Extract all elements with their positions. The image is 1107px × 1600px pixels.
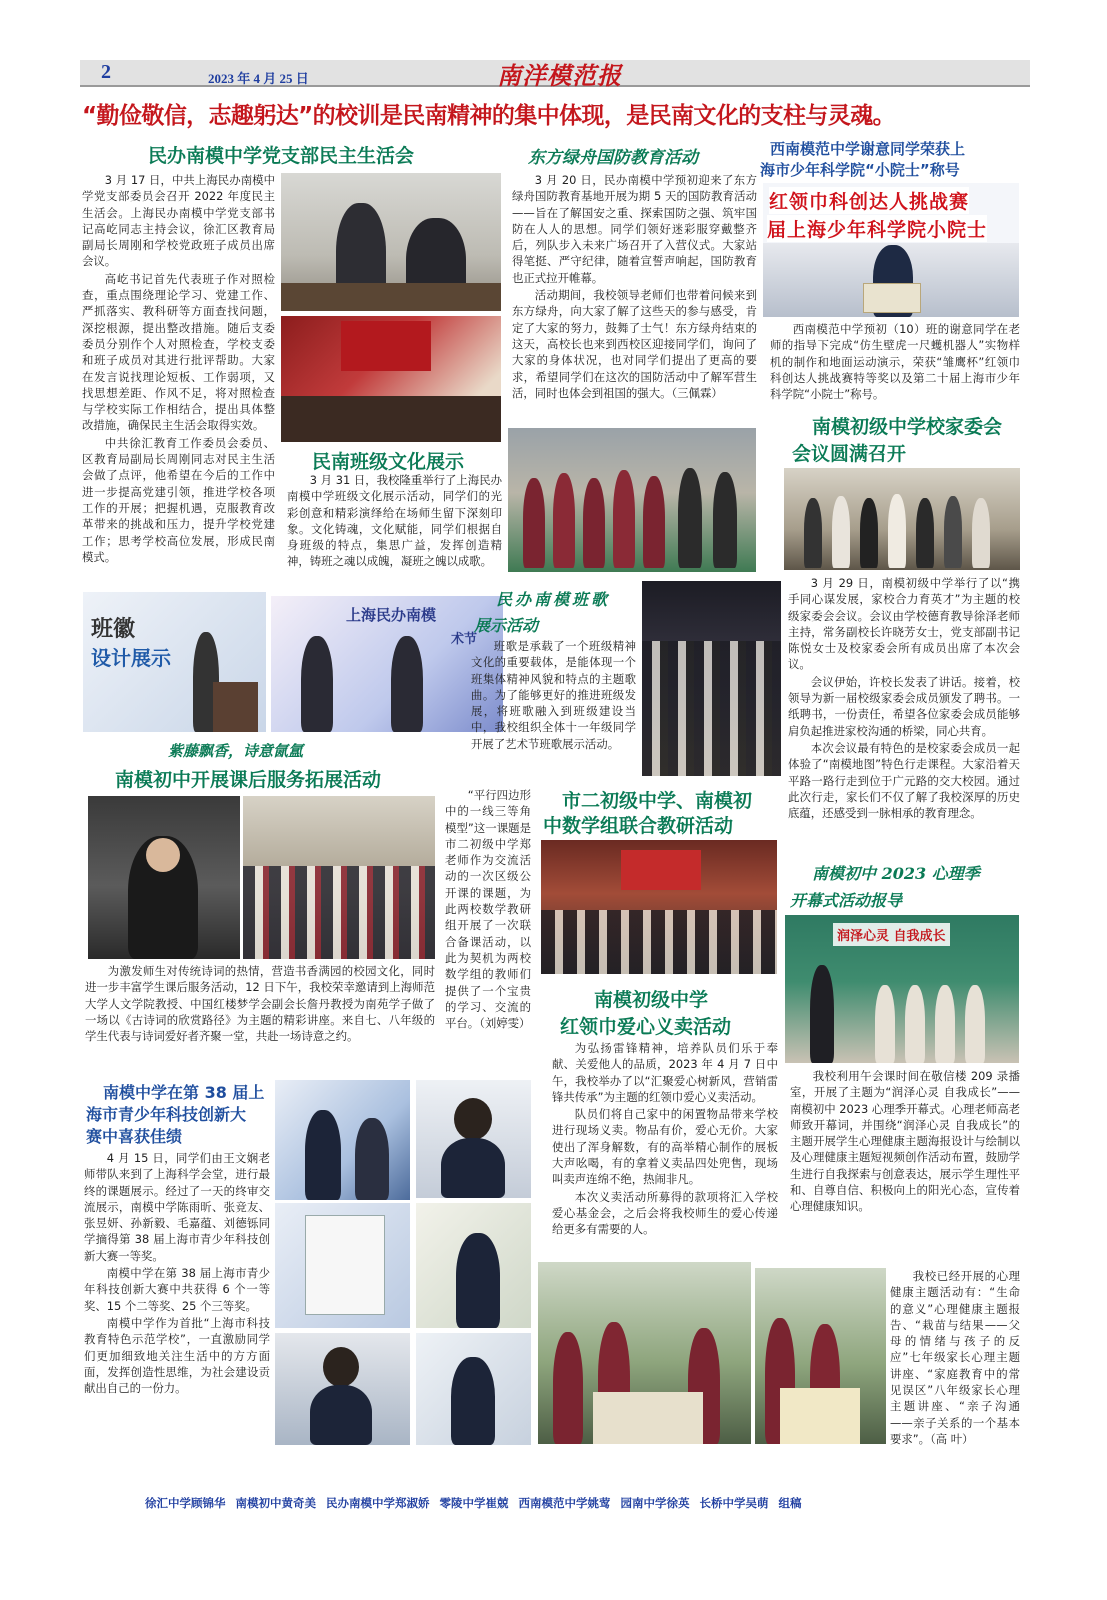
math-headline-line1: 市二初级中学、南模初	[562, 790, 753, 812]
paragraph: 活动期间，我校领导老师们也带着问候来到东方绿舟，向大家了解了这些天的参与感受，肯定了大家的努力，鼓舞了士气！东方绿舟结束的这天，高校长也来到西校区迎接同学们，询问了大家的身体状况，也对同学们提出了更高的要求，希望同学们在这次的国防活动中了解军营生活，同时也体会到祖国的强大。（三佩霖）	[512, 288, 757, 400]
math-side-text	[445, 787, 531, 1067]
parents-article-body	[788, 575, 1020, 853]
arts-sign-line1: 上海民办南模	[346, 606, 437, 624]
science-photo-poster	[275, 1203, 410, 1328]
paragraph: 3 月 20 日，民办南模中学预初迎来了东方绿舟国防教育基地开展为期 5 天的国防教育活动——旨在了解国安之重、探索国防之强、筑牢国防在人人的思想。同学们领好迷彩服穿戴整齐后，列队步入未来广场召开了入营仪式。大家站得笔挺、严守纪律，随着宣誓声响起，国防教育也正式拉开帷幕。	[512, 173, 757, 285]
class-culture-headline: 民南班级文化展示	[312, 451, 465, 473]
paragraph: 高屹书记首先代表班子作对照检查，重点围绕理论学习、党建工作、严抓落实、教科研等方面查找问题，深挖根源，提出整改措施。随后支委委员分别作个人对照检查，学校支委和班子成员对其进行批评帮助。大家在发言说找理论短板、工作弱项，又找思想差距、作风不足，将对照检查与学校实际工作相结合，提出具体整改措施，确保民主生活会取得实效。	[82, 271, 275, 433]
paragraph: 我校已经开展的心理健康主题活动有：“生命的意义”心理健康主题报告、“栽苗与结果——父母的情绪与孩子的反应”七年级家长心理主题讲座、“家庭教育中的常见误区”八年级家长心理主题讲座、“亲子沟通——亲子关系的一个基本要求”。（高 叶）	[890, 1269, 1020, 1446]
parents-headline-line1: 南模初级中学校家委会	[812, 416, 1003, 438]
paragraph: 南模中学作为首批“上海市科技教育特色示范学校”，一直激励同学们更加细致地关注生活中的方方面面，发挥创造性思维，为社会建设贡献出自己的一份力。	[84, 1315, 270, 1396]
science-photo-student-3	[275, 1333, 410, 1445]
psych-article-body-2	[890, 1268, 1020, 1448]
charity-article-body	[552, 1040, 778, 1255]
xie-article-body	[770, 321, 1020, 411]
class-emblem-photo	[83, 592, 266, 732]
defense-headline: 东方绿舟国防教育活动	[528, 148, 698, 168]
newspaper-logo: 南洋模范报	[497, 61, 622, 90]
paragraph: 3 月 29 日，南模初级中学举行了以“携手同心谋发展，家校合力育英才”为主题的校级家委会会议。会议由学校德育教导徐泽老师主持，常务副校长许晓芳女士，党支部副书记陈悦女士及校家委会所有成员出席了本次会议。	[788, 576, 1020, 672]
charity-sale-photo-2	[755, 1268, 886, 1444]
charity-sale-photo-1	[538, 1262, 751, 1444]
math-headline-line2: 中数学组联合教研活动	[543, 815, 734, 837]
party-headline: 民办南模中学党支部民主生活会	[148, 145, 415, 167]
psych-article-body-1	[790, 1068, 1020, 1268]
charity-headline-line1: 南模初级中学	[594, 989, 709, 1011]
xie-headline-line1: 西南模范中学谢意同学荣获上	[770, 140, 966, 158]
paragraph: 为激发师生对传统诗词的热情，营造书香满园的校园文化，同时进一步丰富学生课后服务活动，12 日下午，我校荣幸邀请到上海师范大学人文学院教授、中国红楼梦学会副会长詹丹教授为南苑学子做了一场以《古诗词的欣赏路径》为主题的精彩讲座。来自七、八年级的学生代表与诗词爱好者齐聚一堂，共赴一场诗意之约。	[85, 964, 435, 1044]
party-article-body	[82, 172, 275, 572]
arts-sign-line2: 术节	[451, 632, 478, 647]
science-article-body	[84, 1150, 270, 1450]
defense-article-body	[512, 172, 757, 424]
math-meeting-photo	[541, 840, 777, 974]
paragraph: 本次义卖活动所募得的款项将汇入学校爱心基金会，之后会将我校师生的爱心传递给更多有需要的人。	[552, 1189, 778, 1237]
paragraph: 3 月 31 日，我校隆重举行了上海民办南模中学班级文化展示活动，同学们的光彩创意和精彩演绎给在场师生留下深刻印象。文化铸魂，文化赋能，同学们根据自身班级的特点，集思广益，发挥创造精神，铸班之魂以成魄，凝班之魄以成歌。	[287, 473, 502, 569]
editors-credit: 徐汇中学顾锦华 南模初中黄奇美 民办南模中学郑淑娇 零陵中学崔兢 西南模范中学姚莺 园南中学徐英 长桥中学吴萌 组稿	[145, 1496, 802, 1510]
parents-headline-line2: 会议圆满召开	[792, 443, 907, 465]
school-motto: “勤俭敬信，志趣躬达”的校训是民南精神的集中体现，是民南文化的支柱与灵魂。	[82, 103, 896, 129]
science-photo-student-2	[416, 1203, 531, 1328]
paragraph: 会议伊始，许校长发表了讲话。接着，校领导为新一届校级家委会成员颁发了聘书。一纸聘书，一份责任，希望各位家委会成员能够肩负起推进家校沟通的桥梁，同心共育。	[788, 674, 1020, 738]
award-banner-line1: 红领巾科创达人挑战赛	[769, 187, 969, 214]
class-songs-photo	[642, 581, 781, 776]
paragraph: 西南模范中学预初（10）班的谢意同学在老师的指导下完成“仿生壁虎一尺蠖机器人”实物样机的制作和地面运动演示，荣获“雏鹰杯”红领巾科创达人挑战赛特等奖以及第二十届上海市少年科学院“小院士”称号。	[770, 322, 1020, 402]
charity-headline-line2: 红领巾爱心义卖活动	[560, 1016, 732, 1038]
award-banner-line2: 届上海少年科学院小院士	[767, 215, 987, 242]
psych-opening-photo	[785, 915, 1019, 1063]
emblem-sign-line2: 设计展示	[91, 646, 171, 670]
arts-festival-photo	[271, 596, 503, 732]
defense-students-photo	[508, 428, 756, 572]
paragraph: 队员们将自己家中的闲置物品带来学校进行现场义卖。物品有价，爱心无价。大家使出了浑身解数，有的高举精心制作的展板大声吆喝，有的拿着义卖品四处兜售，现场叫卖声连绵不绝，热闹非凡。	[552, 1107, 778, 1187]
songs-article-body	[471, 638, 636, 773]
science-headline-line1: 南模中学在第 38 届上	[103, 1083, 265, 1102]
science-headline-line2: 海市青少年科技创新大	[86, 1105, 247, 1124]
psych-headline-line2: 开幕式活动报导	[790, 891, 903, 910]
paragraph: 本次会议最有特色的是校家委会成员一起体验了“南模地图”特色行走课程。大家沿着天平路一路行走到位于广元路的交大校园。通过此次行走，家长们不仅了解了我校深厚的历史底蕴，还感受到一脉相承的教育理念。	[788, 740, 1020, 821]
songs-headline-line1: 民办南模班歌	[496, 590, 611, 609]
science-photo-student-4	[416, 1333, 531, 1445]
lecture-audience-photo	[243, 796, 435, 959]
science-photo-student-1	[416, 1080, 531, 1198]
poetry-subtitle: 紫藤飘香，诗意氤氲	[168, 742, 304, 760]
page-number: 2	[101, 61, 111, 83]
party-meeting-photo	[281, 173, 501, 311]
paragraph: 南模中学在第 38 届上海市青少年科技创新大赛中共获得 6 个一等奖、15 个二等奖、25 个三等奖。	[84, 1266, 270, 1313]
paragraph: 班歌是承载了一个班级精神文化的重要载体，是能体现一个班集体精神风貌和特点的主题歌曲。为了能够更好的推进班级发展，将班歌融入到班级建设当中，我校组织全体十一年级同学开展了艺术节班歌展示活动。	[471, 639, 636, 751]
paragraph: 为弘扬雷锋精神，培养队员们乐于奉献、关爱他人的品质，2023 年 4 月 7 日中午，我校举办了以“汇聚爱心树新风，营销雷锋共传承”为主题的红领巾爱心义卖活动。	[552, 1041, 778, 1104]
xie-headline-line2: 海市少年科学院“小院士”称号	[760, 161, 960, 179]
psych-photo-sign: 润泽心灵 自我成长	[833, 923, 950, 946]
songs-headline-line2: 展示活动	[474, 616, 539, 635]
science-headline-line3: 赛中喜获佳绩	[86, 1127, 183, 1146]
paragraph: 4 月 15 日，同学们由王文娴老师带队来到了上海科学会堂，进行最终的课题展示。经过了一天的终审交流展示，南模中学陈雨昕、张竞友、张昱妍、孙新毅、毛嘉蕴、刘德铄同学摘得第 38 届上海市青少年科技创新大赛一等奖。	[84, 1151, 270, 1263]
science-photo-judges	[275, 1080, 410, 1200]
poetry-headline: 南模初中开展课后服务拓展活动	[115, 769, 382, 791]
issue-date: 2023 年 4 月 25 日	[208, 71, 309, 86]
parents-meeting-photo	[784, 468, 1020, 570]
paragraph: “平行四边形中的一线三等角模型”这一课题是市二初级中学郑老师作为交流活动的一次区级公开课的课题，为此两校数学教研组开展了一次联合备课活动，以此为契机为两校数学组的教师们提供了一个宝贵的学习、交流的平台。（刘婷雯）	[445, 788, 531, 1031]
psych-headline-line1: 南模初中 2023 心理季	[812, 864, 980, 883]
poetry-article-body	[85, 963, 435, 1078]
paragraph: 中共徐汇教育工作委员会委员、区教育局副局长周刚同志对民主生活会做了点评，他希望在今后的工作中进一步提高党建引领，推进学校各项工作的开展；把握机遇，克服教育改革带来的挑战和压力，提升学校党建工作；思考学校高位发展，形成民南模式。	[82, 435, 275, 564]
lecture-professor-photo	[88, 796, 240, 959]
xie-award-photo	[763, 183, 1019, 317]
paragraph: 3 月 17 日，中共上海民办南模中学党支部委员会召开 2022 年度民主生活会。上海民办南模中学党支部书记高屹同志主持会议，徐汇区教育局副局长周刚和学校党政班子成员出席会议。	[82, 173, 275, 269]
class-culture-body	[287, 472, 502, 587]
party-meeting-room-photo	[281, 316, 501, 442]
emblem-sign-line1: 班徽	[91, 617, 136, 642]
paragraph: 我校利用午会课时间在敬信楼 209 录播室，开展了主题为“润泽心灵 自我成长”——南模初中 2023 心理季开幕式。心理老师高老师致开幕词，并围绕“润泽心灵 自我成长”的主题开展学生心理健康主题海报设计与绘制以及心理健康主题短视频创作活动布置，鼓励学生进行自我探索与创意表达，展示学生理性平和、自尊自信、积极向上的阳光心态，宣传着心理健康知识。	[790, 1069, 1020, 1214]
